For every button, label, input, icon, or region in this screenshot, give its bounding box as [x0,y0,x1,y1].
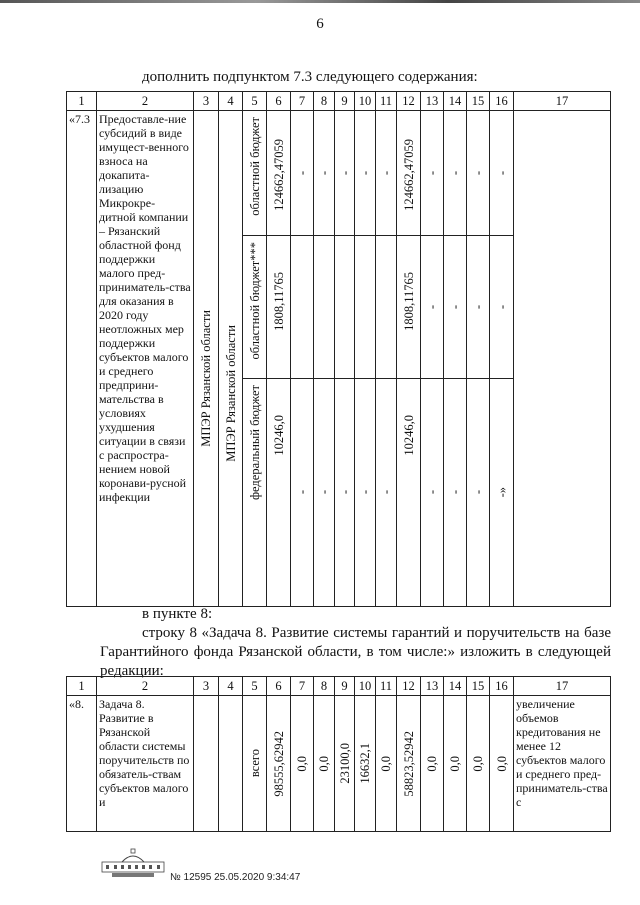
value: - [425,170,439,176]
header-row [67,677,611,696]
column-header: 3 [194,677,219,696]
expected-result [514,111,611,607]
registration-stamp: № 12595 25.05.2020 9:34:47 [170,872,301,883]
item-number: «8. [67,696,97,832]
column-header: 3 [194,92,219,111]
table-row [67,696,611,832]
column-header: 7 [291,92,314,111]
value: - [358,170,372,176]
value: - [448,304,462,310]
column-header: 13 [421,677,444,696]
column-header: 9 [335,677,355,696]
column-header: 1 [67,677,97,696]
item-name: Предоставле-ние субсидий в виде имущест-венного взноса на докапита-лизацию Микрокре-дитной компании – Рязанский областной фонд поддержки малого пред-приниматель-ства для оказания в 2020 году неотложных мер поддержки субъектов малого и среднего предприни-мательства в условиях ухудшения ситуации в связи с распростра-нением новой коронави-русной инфекции [97,111,194,607]
value: - [317,490,331,495]
value: - [494,304,509,310]
value: 10246,0 [401,415,416,456]
value: 58823,52942 [401,730,416,797]
column-header: 17 [514,677,611,696]
funding-source: всего [247,749,262,778]
value: - [471,304,485,310]
value: 0,0 [295,755,309,772]
value: 0,0 [317,755,331,772]
column-header: 8 [314,92,335,111]
value: - [337,170,352,176]
column-header: 16 [490,92,514,111]
page-number: 6 [316,16,324,32]
column-header: 8 [314,677,335,696]
value: 1808,11765 [401,272,416,331]
value: - [295,490,309,495]
value: - [295,170,309,176]
column-header: 14 [444,92,467,111]
column-header: 12 [397,92,421,111]
column-header: 2 [97,677,194,696]
value: 23100,0 [337,743,352,784]
value: - [425,304,439,310]
value: 124662,47059 [401,139,416,211]
column-header: 9 [335,92,355,111]
value: 16632,1 [358,743,372,784]
value: - [337,490,352,495]
item-name: Задача 8. Развитие в Рязанской области системы поручительств по обязатель-ствам субъектов малого и [97,696,194,832]
point-8-text: в пункте 8: [142,606,213,622]
building-icon [100,848,166,878]
column-header: 17 [514,92,611,111]
column-header: 11 [376,92,397,111]
column-header: 15 [467,92,490,111]
value: 0,0 [448,755,462,772]
column-header: 6 [267,92,291,111]
funding-source: областной бюджет*** [247,242,262,360]
column-header: 12 [397,677,421,696]
item-number: «7.3 [67,111,97,607]
value: - [471,170,485,176]
value: - [448,490,462,495]
total: 1808,11765 [271,272,286,331]
value: 0,0 [494,755,509,772]
column-header: 14 [444,677,467,696]
table-row [67,111,611,236]
column-header: 5 [243,92,267,111]
scan-edge [0,0,640,3]
total: 10246,0 [271,415,286,456]
co-executor [219,696,243,832]
column-header: 13 [421,92,444,111]
value: - [379,170,393,176]
value: - [379,490,393,495]
value: - [471,490,485,495]
value: -» [494,487,509,498]
value: - [358,490,372,495]
funding-source: областной бюджет [247,117,262,216]
column-header: 1 [67,92,97,111]
column-header: 6 [267,677,291,696]
column-header: 7 [291,677,314,696]
column-header: 11 [376,677,397,696]
executor: МПЭР Рязанской области [199,310,213,447]
column-header: 4 [219,92,243,111]
funding-source: федеральный бюджет [247,385,262,501]
column-header: 10 [355,677,376,696]
value: - [448,170,462,176]
value: - [494,170,509,176]
co-executor: МПЭР Рязанской области [223,325,238,462]
value: - [425,490,439,495]
column-header: 16 [490,677,514,696]
column-header: 4 [219,677,243,696]
paragraph: строку 8 «Задача 8. Развитие системы гарантий и поручительств на базе Гарантийного фонда Рязанской области, в том числе:» изложить в следующей редакции: [100,625,611,679]
table-8 [66,676,611,832]
column-header: 5 [243,677,267,696]
value: 0,0 [471,755,485,772]
value: - [317,170,331,176]
value: 0,0 [425,755,439,772]
header-row [67,92,611,111]
value: 0,0 [379,755,393,772]
column-header: 10 [355,92,376,111]
column-header: 2 [97,92,194,111]
expected-result: увеличение объемов кредитования не менее 12 субъектов малого и среднего пред-приниматель-ства с [514,696,611,832]
table-7-3 [66,91,611,607]
executor [194,696,219,832]
intro-text: дополнить подпунктом 7.3 следующего содержания: [142,69,478,85]
government-logo [100,848,166,878]
total: 98555,62942 [271,730,286,797]
total: 124662,47059 [271,139,286,211]
column-header: 15 [467,677,490,696]
